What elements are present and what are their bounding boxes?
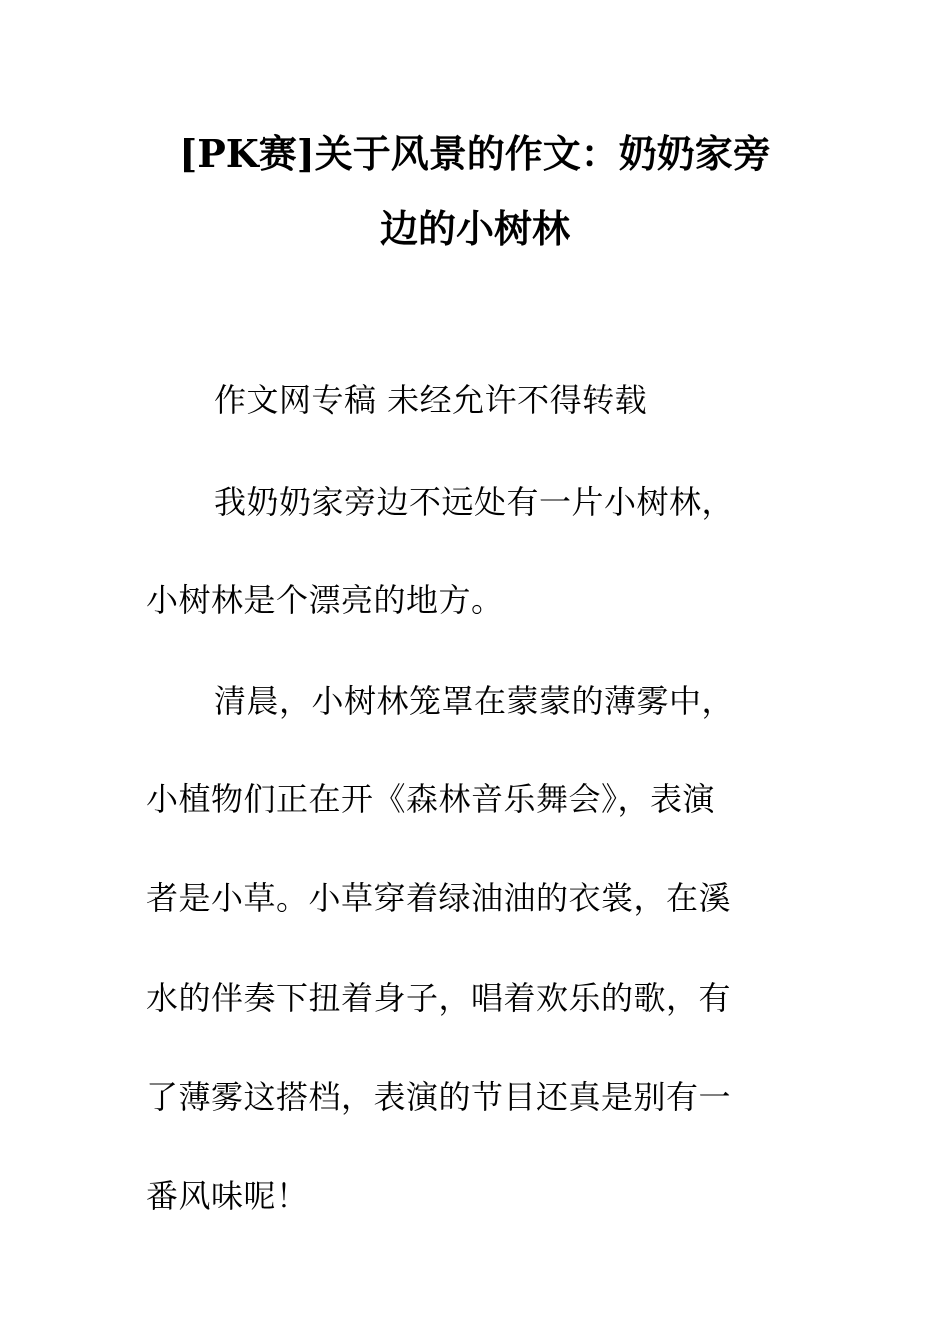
paragraph-2-line-1: 清晨，小树林笼罩在蒙蒙的薄雾中， [214,682,735,720]
document-title-line-1: [PK赛]关于风景的作文：奶奶家旁 [179,131,771,176]
paragraph-2-line-3: 者是小草。小草穿着绿油油的衣裳，在溪 [146,879,732,917]
paragraph-1-line-1: 我奶奶家旁边不远处有一片小树林， [214,483,735,521]
paragraph-2-line-5: 了薄雾这搭档，表演的节目还真是别有一 [146,1078,732,1116]
copyright-notice: 作文网专稿 未经允许不得转载 [214,381,648,419]
paragraph-2-line-6: 番风味呢！ [146,1177,309,1215]
document-title-line-2: 边的小树林 [379,206,570,251]
paragraph-1-line-2: 小树林是个漂亮的地方。 [146,581,504,619]
paragraph-2-line-4: 水的伴奏下扭着身子，唱着欢乐的歌，有 [146,979,732,1017]
paragraph-2-line-2: 小植物们正在开《森林音乐舞会》，表演 [146,780,716,818]
